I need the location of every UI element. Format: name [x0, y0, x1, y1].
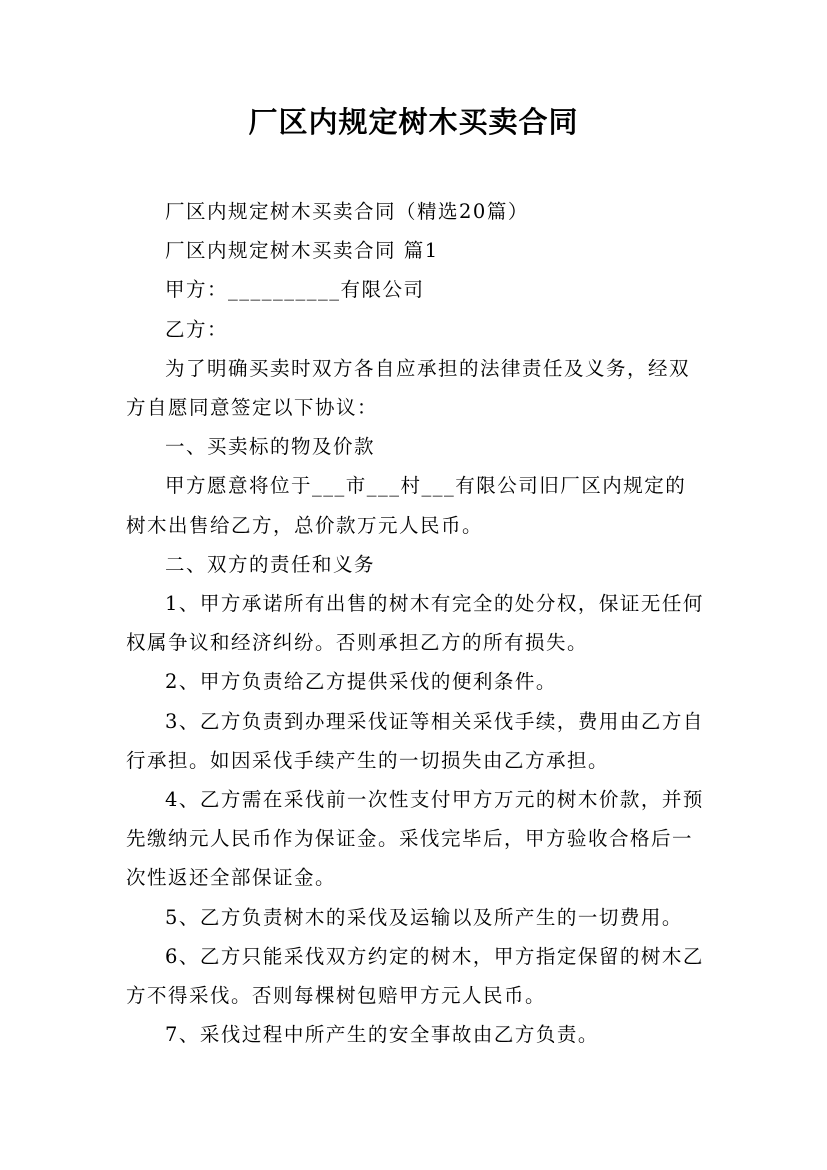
paragraph-section-heading: 厂区内规定树木买卖合同 篇1: [165, 239, 439, 263]
paragraph-item-2: 2、甲方负责给乙方提供采伐的便利条件。: [165, 670, 557, 694]
paragraph-item-6: 6、乙方只能采伐双方约定的树木，甲方指定保留的树木乙方不得采伐。否则每棵树包赔甲方元人民币。: [126, 944, 704, 1008]
paragraph-clause-heading-2: 二、双方的责任和义务: [165, 552, 376, 576]
paragraph-item-4: 4、乙方需在采伐前一次性支付甲方万元的树木价款，并预先缴纳元人民币作为保证金。采伐完毕后，甲方验收合格后一次性返还全部保证金。: [126, 788, 704, 890]
paragraph-item-5: 5、乙方负责树木的采伐及运输以及所产生的一切费用。: [165, 905, 683, 929]
document-title: 厂区内规定树木买卖合同: [248, 105, 579, 139]
paragraph-item-3: 3、乙方负责到办理采伐证等相关采伐手续，费用由乙方自行承担。如因采伐手续产生的一切损失由乙方承担。: [126, 709, 704, 772]
paragraph-clause-heading-1: 一、买卖标的物及价款: [165, 435, 376, 459]
paragraph-party-a: 甲方：__________有限公司: [165, 278, 425, 302]
paragraph-party-b: 乙方：: [165, 317, 229, 341]
paragraph-item-1: 1、甲方承诺所有出售的树木有完全的处分权，保证无任何权属争议和经济纠纷。否则承担乙方的所有损失。: [126, 592, 704, 655]
paragraph-clause-1: 甲方愿意将位于___市___村___有限公司旧厂区内规定的树木出售给乙方，总价款万元人民币。: [126, 474, 687, 537]
document-body: [126, 192, 706, 1054]
paragraph-subtitle: 厂区内规定树木买卖合同（精选20篇）: [165, 200, 529, 223]
paragraph-preamble: 为了明确买卖时双方各自应承担的法律责任及义务，经双方自愿同意签定以下协议：: [126, 356, 691, 420]
paragraph-item-7: 7、采伐过程中所产生的安全事故由乙方负责。: [165, 1023, 599, 1047]
